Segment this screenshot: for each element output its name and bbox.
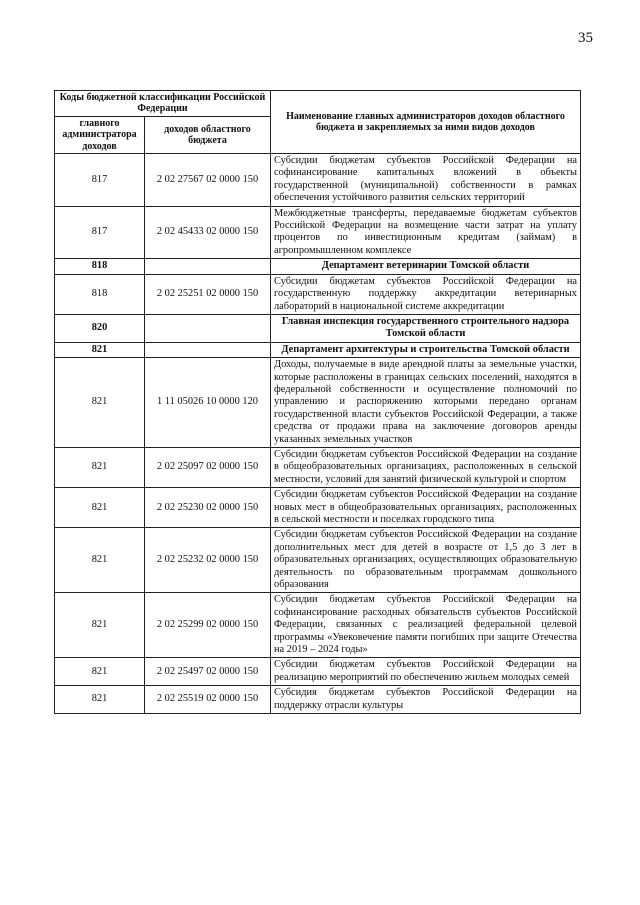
table-row xyxy=(55,358,581,448)
income-code-cell: 2 02 25097 02 0000 150 xyxy=(145,447,271,487)
admin-code-cell: 818 xyxy=(55,259,145,274)
description-cell: Субсидии бюджетам субъектов Российской Федерации на реализацию мероприятий по обеспечению жильем молодых семей xyxy=(271,658,581,686)
header-income-column: доходов областного бюджета xyxy=(145,116,271,153)
description-cell: Департамент архитектуры и строительства Томской области xyxy=(271,342,581,357)
description-cell: Субсидия бюджетам субъектов Российской Федерации на поддержку отрасли культуры xyxy=(271,686,581,714)
header-codes-group: Коды бюджетной классификации Российской Федерации xyxy=(55,91,271,117)
department-row xyxy=(55,342,581,357)
table-body xyxy=(55,154,581,714)
income-code-cell: 2 02 25232 02 0000 150 xyxy=(145,528,271,593)
description-cell: Субсидии бюджетам субъектов Российской Федерации на создание в общеобразовательных организациях, расположенных в сельской местности, условий для занятий физической культурой и спортом xyxy=(271,447,581,487)
income-code-cell: 2 02 25519 02 0000 150 xyxy=(145,686,271,714)
admin-code-cell: 821 xyxy=(55,342,145,357)
table-header xyxy=(55,91,581,154)
income-code-cell: 2 02 25251 02 0000 150 xyxy=(145,274,271,314)
income-code-cell: 2 02 45433 02 0000 150 xyxy=(145,206,271,259)
description-cell: Межбюджетные трансферты, передаваемые бюджетам субъектов Российской Федерации на возмещение части затрат на уплату процентов по инвестиционным кредитам (займам) в агропромышленном комплексе xyxy=(271,206,581,259)
admin-code-cell: 818 xyxy=(55,274,145,314)
table-row xyxy=(55,447,581,487)
admin-code-cell: 817 xyxy=(55,206,145,259)
table-row xyxy=(55,206,581,259)
admin-code-cell: 821 xyxy=(55,447,145,487)
income-code-cell xyxy=(145,314,271,342)
income-code-cell: 1 11 05026 10 0000 120 xyxy=(145,358,271,448)
department-row xyxy=(55,259,581,274)
income-code-cell xyxy=(145,342,271,357)
table-row xyxy=(55,488,581,528)
admin-code-cell: 817 xyxy=(55,154,145,207)
description-cell: Субсидии бюджетам субъектов Российской Федерации на софинансирование расходных обязательств субъектов Российской Федерации, связанных с реализацией федеральной целевой программы «Увековечение памяти погибших при защите Отечества на 2019 – 2024 годы» xyxy=(271,593,581,658)
description-cell: Субсидии бюджетам субъектов Российской Федерации на создание новых мест в общеобразовательных организациях, расположенных в сельской местности и поселках городского типа xyxy=(271,488,581,528)
admin-code-cell: 821 xyxy=(55,593,145,658)
admin-code-cell: 821 xyxy=(55,358,145,448)
admin-code-cell: 821 xyxy=(55,488,145,528)
table-row xyxy=(55,274,581,314)
admin-code-cell: 821 xyxy=(55,686,145,714)
income-code-cell: 2 02 27567 02 0000 150 xyxy=(145,154,271,207)
table-row xyxy=(55,528,581,593)
header-name-column: Наименование главных администраторов доходов областного бюджета и закрепляемых за ними видов доходов xyxy=(271,91,581,154)
page-number: 35 xyxy=(578,30,593,46)
income-code-cell: 2 02 25230 02 0000 150 xyxy=(145,488,271,528)
income-code-cell: 2 02 25497 02 0000 150 xyxy=(145,658,271,686)
description-cell: Департамент ветеринарии Томской области xyxy=(271,259,581,274)
income-code-cell xyxy=(145,259,271,274)
table-row xyxy=(55,686,581,714)
income-code-cell: 2 02 25299 02 0000 150 xyxy=(145,593,271,658)
admin-code-cell: 820 xyxy=(55,314,145,342)
department-row xyxy=(55,314,581,342)
admin-code-cell: 821 xyxy=(55,658,145,686)
description-cell: Субсидии бюджетам субъектов Российской Федерации на софинансирование капитальных вложений в объекты государственной (муниципальной) собственности в рамках обеспечения устойчивого развития сельских территорий xyxy=(271,154,581,207)
description-cell: Доходы, получаемые в виде арендной платы за земельные участки, которые расположены в границах сельских поселений, находятся в федеральной собственности и осуществление полномочий по управлению и распоряжению которыми передано органам государственной власти субъектов Российской Федерации, а также средства от продажи права на заключение договоров аренды указанных земельных участков xyxy=(271,358,581,448)
table-row xyxy=(55,593,581,658)
admin-code-cell: 821 xyxy=(55,528,145,593)
budget-codes-table xyxy=(54,90,581,714)
description-cell: Главная инспекция государственного строительного надзора Томской области xyxy=(271,314,581,342)
table-row xyxy=(55,154,581,207)
header-admin-column: главного администратора доходов xyxy=(55,116,145,153)
table-row xyxy=(55,658,581,686)
description-cell: Субсидии бюджетам субъектов Российской Федерации на создание дополнительных мест для детей в возрасте от 1,5 до 3 лет в образовательных организациях, осуществляющих образовательную деятельность по образовательным программам дошкольного образования xyxy=(271,528,581,593)
description-cell: Субсидии бюджетам субъектов Российской Федерации на государственную поддержку аккредитации ветеринарных лабораторий в национальной системе аккредитации xyxy=(271,274,581,314)
